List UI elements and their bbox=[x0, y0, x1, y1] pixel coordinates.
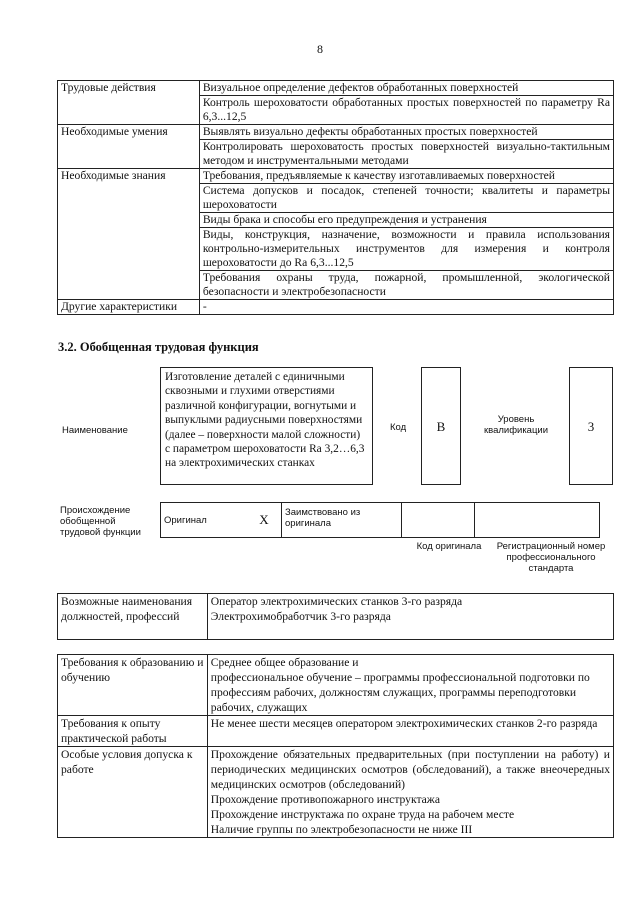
row-label: Другие характеристики bbox=[58, 300, 200, 315]
row-label: Необходимые знания bbox=[58, 169, 200, 300]
text-line: Прохождение противопожарного инструктажа bbox=[210, 793, 440, 806]
table-row bbox=[58, 169, 614, 184]
level-label: Уровень квалификации bbox=[483, 414, 549, 436]
table-cell: Контролировать шероховатость простых поверхностей визуально-тактильным методом и инструментальными методами bbox=[199, 140, 613, 169]
positions-label: Возможные наименования должностей, профессий bbox=[58, 594, 208, 640]
reg-number-cell bbox=[475, 503, 600, 538]
text-line: Прохождение инструктажа по охране труда на рабочем месте bbox=[210, 808, 515, 821]
table-cell: Выявлять визуально дефекты обработанных простых поверхностей bbox=[199, 125, 613, 140]
code-value: B bbox=[421, 367, 461, 485]
positions-table bbox=[57, 593, 614, 640]
table-row bbox=[58, 300, 614, 315]
text-line: Прохождение обязательных предварительных (при поступлении на работу) и периодических медицинских осмотров (обследований), а также внеочередных медицинских осмотров (обследований) bbox=[210, 748, 610, 791]
original-label: Оригинал bbox=[161, 503, 248, 538]
page-number: 8 bbox=[317, 42, 323, 56]
name-label: Наименование bbox=[62, 425, 128, 436]
table-cell: Не менее шести месяцев оператором электрохимических станков 2-го разряда bbox=[207, 716, 613, 747]
table-cell bbox=[207, 747, 613, 838]
code-label: Код bbox=[390, 422, 407, 433]
table-cell: Визуальное определение дефектов обработанных поверхностей bbox=[199, 81, 613, 96]
position-item: Электрохимобработчик 3-го разряда bbox=[210, 610, 391, 623]
reg-caption: Регистрационный номер профессионального стандарта bbox=[496, 541, 606, 574]
table-row bbox=[58, 655, 614, 716]
positions-list bbox=[207, 594, 613, 640]
text-line: Наличие группы по электробезопасности не ниже III bbox=[210, 823, 473, 836]
table-cell: Требования охраны труда, пожарной, промышленной, экологической безопасности и электробезопасности bbox=[199, 271, 613, 300]
row-label: Требования к опыту практической работы bbox=[58, 716, 208, 747]
requirements-table bbox=[57, 654, 614, 838]
table-row bbox=[58, 125, 614, 140]
table-cell: Виды, конструкция, назначение, возможности и правила использования контрольно-измерительных инструментов для измерения и контроля шероховатости до Ra 6,3...12,5 bbox=[199, 228, 613, 271]
table-row bbox=[58, 81, 614, 96]
row-label: Необходимые умения bbox=[58, 125, 200, 169]
table-cell: Требования, предъявляемые к качеству изготавливаемых поверхностей bbox=[199, 169, 613, 184]
text-line: профессиональное обучение – программы профессиональной подготовки по профессиям рабочих, должностям служащих, программы переподготовки рабочих, служащих bbox=[210, 671, 590, 714]
code-caption: Код оригинала bbox=[416, 541, 482, 552]
row-label: Требования к образованию и обучению bbox=[58, 655, 208, 716]
row-label: Особые условия допуска к работе bbox=[58, 747, 208, 838]
origin-label: Происхождение обобщенной трудовой функции bbox=[60, 505, 141, 538]
table-cell: - bbox=[199, 300, 613, 315]
original-mark: X bbox=[247, 503, 282, 538]
top-table bbox=[57, 80, 614, 315]
function-name-box: Изготовление деталей с единичными сквозными и глухими отверстиями различной конфигурации, вогнутыми и выпуклыми радиусными поверхностями (далее – поверхности малой сложности) с параметром шероховатости Ra 3,2…6,3 на электрохимических станках bbox=[160, 367, 373, 485]
section-heading: 3.2. Обобщенная трудовая функция bbox=[58, 340, 259, 354]
table-row bbox=[58, 716, 614, 747]
code-original-cell bbox=[402, 503, 475, 538]
row-label: Трудовые действия bbox=[58, 81, 200, 125]
origin-table bbox=[160, 502, 600, 538]
table-cell: Система допусков и посадок, степеней точности; квалитеты и параметры шероховатости bbox=[199, 184, 613, 213]
text-line: Среднее общее образование и bbox=[210, 656, 359, 669]
position-item: Оператор электрохимических станков 3-го разряда bbox=[210, 595, 463, 608]
table-cell bbox=[207, 655, 613, 716]
borrowed-label: Заимствовано из оригинала bbox=[282, 503, 402, 538]
table-cell: Виды брака и способы его предупреждения и устранения bbox=[199, 213, 613, 228]
level-value: 3 bbox=[569, 367, 613, 485]
table-row bbox=[161, 503, 600, 538]
table-row bbox=[58, 747, 614, 838]
table-cell: Контроль шероховатости обработанных простых поверхностей по параметру Ra 6,3...12,5 bbox=[199, 96, 613, 125]
table-row bbox=[58, 594, 614, 640]
